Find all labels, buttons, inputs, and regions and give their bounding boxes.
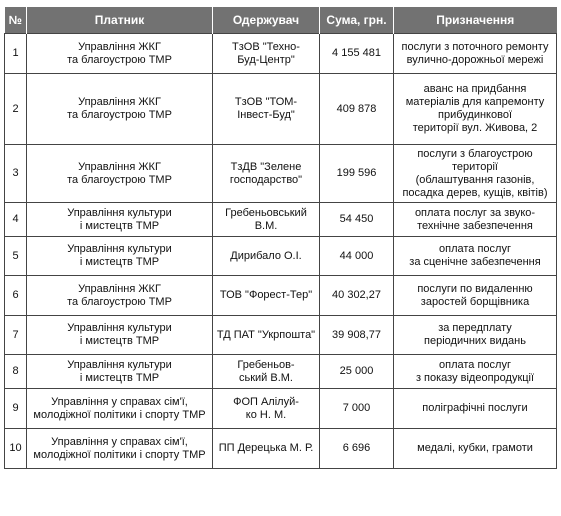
cell-amount: 6 696 [320, 429, 394, 469]
cell-payer: Управління ЖКГ та благоустрою ТМР [27, 145, 213, 203]
table-header-row [5, 7, 557, 34]
cell-payer: Управління культури і мистецтв ТМР [27, 355, 213, 389]
header-payer: Платник [27, 7, 213, 34]
table-row [5, 316, 557, 355]
cell-recipient: ФОП Алілуй- ко Н. М. [213, 389, 320, 429]
cell-num: 6 [5, 276, 27, 316]
payments-table [4, 7, 557, 469]
cell-recipient: ТзОВ "Техно- Буд-Центр" [213, 34, 320, 74]
cell-num: 2 [5, 74, 27, 145]
cell-payer: Управління культури і мистецтв ТМР [27, 316, 213, 355]
table-row [5, 74, 557, 145]
cell-purpose: поліграфічні послуги [394, 389, 557, 429]
table-row [5, 145, 557, 203]
cell-num: 10 [5, 429, 27, 469]
cell-payer: Управління культури і мистецтв ТМР [27, 203, 213, 237]
cell-amount: 40 302,27 [320, 276, 394, 316]
cell-amount: 39 908,77 [320, 316, 394, 355]
cell-amount: 409 878 [320, 74, 394, 145]
cell-amount: 4 155 481 [320, 34, 394, 74]
cell-purpose: аванс на придбання матеріалів для капремонту прибудинкової території вул. Живова, 2 [394, 74, 557, 145]
table-row [5, 34, 557, 74]
cell-amount: 25 000 [320, 355, 394, 389]
cell-recipient: ТзОВ "ТОМ- Інвест-Буд" [213, 74, 320, 145]
table-row [5, 355, 557, 389]
table-row [5, 237, 557, 276]
cell-payer: Управління ЖКГ та благоустрою ТМР [27, 276, 213, 316]
cell-num: 7 [5, 316, 27, 355]
header-purpose: Призначення [394, 7, 557, 34]
cell-recipient: ТзДВ "Зелене господарство" [213, 145, 320, 203]
cell-payer: Управління у справах сім'ї, молодіжної політики і спорту ТМР [27, 389, 213, 429]
cell-num: 3 [5, 145, 27, 203]
table-row [5, 429, 557, 469]
cell-amount: 44 000 [320, 237, 394, 276]
cell-recipient: ТД ПАТ "Укрпошта" [213, 316, 320, 355]
cell-purpose: послуги з благоустрою території (облаштування газонів, посадка дерев, кущів, квітів) [394, 145, 557, 203]
cell-purpose: послуги по видаленню заростей борщівника [394, 276, 557, 316]
cell-amount: 54 450 [320, 203, 394, 237]
header-amount: Сума, грн. [320, 7, 394, 34]
cell-amount: 199 596 [320, 145, 394, 203]
header-recipient: Одержувач [213, 7, 320, 34]
table-row [5, 203, 557, 237]
cell-purpose: послуги з поточного ремонту вулично-дорожньої мережі [394, 34, 557, 74]
cell-payer: Управління ЖКГ та благоустрою ТМР [27, 34, 213, 74]
cell-num: 8 [5, 355, 27, 389]
cell-num: 4 [5, 203, 27, 237]
cell-purpose: оплата послуг з показу відеопродукції [394, 355, 557, 389]
table-row [5, 276, 557, 316]
header-num: № [5, 7, 27, 34]
cell-num: 1 [5, 34, 27, 74]
cell-payer: Управління ЖКГ та благоустрою ТМР [27, 74, 213, 145]
cell-purpose: за передплату періодичних видань [394, 316, 557, 355]
cell-recipient: Гребеньовський В.М. [213, 203, 320, 237]
cell-recipient: Гребеньов- ський В.М. [213, 355, 320, 389]
cell-purpose: оплата послуг за звуко- технічне забезпечення [394, 203, 557, 237]
cell-recipient: ПП Дерецька М. Р. [213, 429, 320, 469]
cell-num: 5 [5, 237, 27, 276]
cell-payer: Управління у справах сім'ї, молодіжної політики і спорту ТМР [27, 429, 213, 469]
cell-amount: 7 000 [320, 389, 394, 429]
cell-purpose: медалі, кубки, грамоти [394, 429, 557, 469]
payments-table-container [4, 7, 556, 469]
cell-payer: Управління культури і мистецтв ТМР [27, 237, 213, 276]
cell-recipient: ТОВ "Форест-Тер" [213, 276, 320, 316]
cell-num: 9 [5, 389, 27, 429]
cell-recipient: Дирибало О.І. [213, 237, 320, 276]
cell-purpose: оплата послуг за сценічне забезпечення [394, 237, 557, 276]
table-row [5, 389, 557, 429]
